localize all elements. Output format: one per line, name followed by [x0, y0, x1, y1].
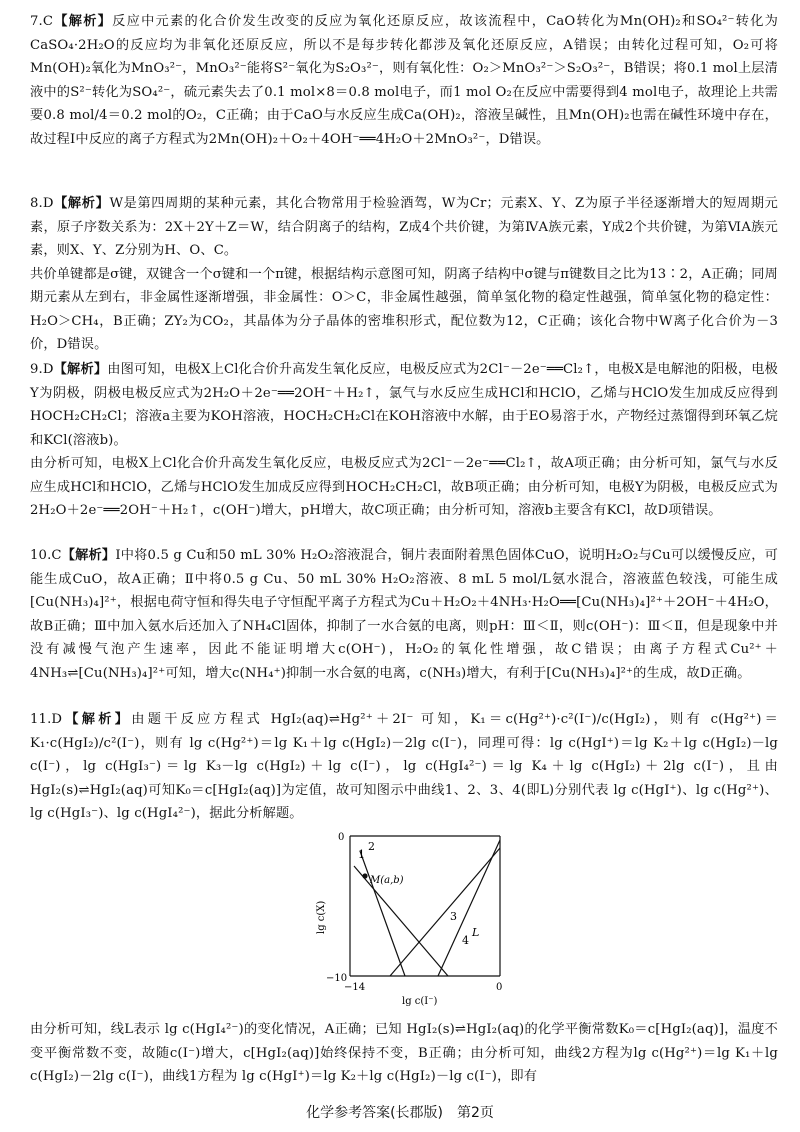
question-10	[30, 544, 778, 685]
analysis-paragraph: 共价单键都是σ键，双键含一个σ键和一个π键，根据结构示意图可知，阴离子结构中σ键与π键数目之比为13∶2，A正确；同周期元素从左到右，非金属性逐渐增强，非金属性：O＞C，非金属性越强，简单氢化物的稳定性越强，简单氢化物的稳定性：H₂O＞CH₄，B正确；ZY₂为CO₂，其晶体为分子晶体的密堆积形式，配位数为12，C正确；该化合物中W离子化合价为－3价，D错误。	[30, 266, 778, 352]
question-number: 9.D	[30, 362, 54, 377]
question-number: 11.D	[30, 712, 63, 727]
question-9	[30, 358, 778, 523]
analysis-text: 由题干反应方程式 HgI₂(aq)⇌Hg²⁺＋2I⁻ 可知，K₁＝c(Hg²⁺)·c²(I⁻)/c(HgI₂)，则有 c(Hg²⁺)＝K₁·c(HgI₂)/c²(I⁻)，则有 lg c(Hg²⁺)＝lg K₁＋lg c(HgI₂)－2lg c(I⁻)，同理可得：lg c(HgI⁺)＝lg K₂＋lg c(HgI₂)－lg c(I⁻)，lg c(HgI₃⁻)＝lg K₃－lg c(HgI₂)＋lg c(I⁻)，lg c(HgI₄²⁻)＝lg K₄＋lg c(HgI₂)＋2lg c(I⁻)，且由HgI₂(s)⇌HgI₂(aq)可知K₀＝c[HgI₂(aq)]为定值，故可知图示中曲线1、2、3、4(即L)分别代表 lg c(HgI⁺)、lg c(Hg²⁺)、lg c(HgI₃⁻)、lg c(HgI₄²⁻)，据此分析解题。	[30, 712, 778, 821]
curve-4-label: 4	[462, 934, 469, 947]
analysis-tag: 【解析】	[53, 14, 113, 29]
point-m-label: M(a,b)	[370, 875, 404, 886]
analysis-paragraph: 由分析可知，电极X上Cl化合价升高发生氧化反应，电极反应式为2Cl⁻－2e⁻══Cl₂↑，故A项正确；由分析可知，氯气与水反应生成HCl和HClO，乙烯与HClO发生加成反应得到HOCH₂CH₂Cl，故B项正确；由分析可知，电极Y为阴极，电极反应式为2H₂O＋2e⁻══2OH⁻＋H₂↑，c(OH⁻)增大，pH增大，故C项正确；由分析可知，溶液b主要含有KCl，故D项错误。	[30, 456, 778, 518]
curve-3	[390, 848, 500, 976]
question-number: 8.D	[30, 196, 54, 211]
question-number: 7.C	[30, 14, 54, 29]
x-left-tick: −14	[344, 982, 366, 993]
analysis-paragraph: 由分析可知，线L表示 lg c(HgI₄²⁻)的变化情况，A正确；已知 HgI₂(s)⇌HgI₂(aq)的化学平衡常数K₀＝c[HgI₂(aq)]，温度不变平衡常数不变，故随c(I⁻)增大，c[HgI₂(aq)]始终保持不变，B正确；由分析可知，曲线2方程为lg c(Hg²⁺)＝lg K₁＋lg c(HgI₂)－2lg c(I⁻)，曲线1方程为 lg c(HgI⁺)＝lg K₂＋lg c(HgI₂)－lg c(I⁻)，即有	[30, 1022, 778, 1084]
analysis-tag: 【解析】	[53, 362, 108, 377]
question-8	[30, 192, 778, 357]
page-footer: 化学参考答案(长郡版) 第2页	[306, 1105, 494, 1121]
log-concentration-graph	[310, 826, 510, 1006]
analysis-text: 由图可知，电极X上Cl化合价升高发生氧化反应，电极反应式为2Cl⁻－2e⁻══Cl₂↑，电极X是电解池的阳极，电极Y为阴极，阴极电极反应式为2H₂O＋2e⁻══2OH⁻＋H₂↑，氯气与水反应生成HCl和HClO，乙烯与HClO发生加成反应得到HOCH₂CH₂Cl；溶液a主要为KOH溶液，HOCH₂CH₂Cl在KOH溶液中水解，由于EO易溶于水，产物经过蒸馏得到环氧乙烷和KCl(溶液b)。	[30, 362, 778, 448]
x-right-tick: 0	[496, 982, 503, 993]
question-11-continued	[30, 1018, 778, 1089]
curve-L	[438, 840, 500, 976]
question-11	[30, 708, 778, 826]
y-axis-label: lg c(X)	[316, 900, 327, 934]
curve-3-label: 3	[450, 910, 457, 923]
curve-2-label: 2	[368, 840, 375, 853]
point-m	[362, 873, 367, 878]
analysis-tag: 【解析】	[61, 548, 116, 563]
analysis-tag: 【解析】	[53, 196, 110, 211]
question-number: 10.C	[30, 548, 62, 563]
curve-l-label: L	[472, 926, 480, 939]
curve-2	[360, 851, 405, 976]
curve-1-label: 1	[358, 848, 365, 861]
analysis-text: W是第四周期的某种元素，其化合物常用于检验酒驾，W为Cr；元素X、Y、Z为原子半径逐渐增大的短周期元素，原子序数关系为：2X＋2Y＋Z＝W，结合阴离子的结构，Z成4个共价键，为第ⅣA族元素，Y成2个共价键，为第ⅥA族元素，则X、Y、Z分别为H、O、C。	[30, 196, 778, 258]
analysis-text: Ⅰ中将0.5 g Cu和50 mL 30% H₂O₂溶液混合，铜片表面附着黑色固体CuO，说明H₂O₂与Cu可以缓慢反应，可能生成CuO，故A正确；Ⅱ中将0.5 g Cu、50 mL 30% H₂O₂溶液、8 mL 5 mol/L氨水混合，溶液蓝色较浅，可能生成[Cu(NH₃)₄]²⁺，根据电荷守恒和得失电子守恒配平离子方程式为Cu＋H₂O₂＋4NH₃·H₂O══[Cu(NH₃)₄]²⁺＋2OH⁻＋4H₂O，故B正确；Ⅲ中加入氨水后还加入了NH₄Cl固体，抑制了一水合氨的电离，则pH：Ⅲ＜Ⅱ，则c(OH⁻)：Ⅲ＜Ⅱ，但是现象中并没有减慢气泡产生速率，因此不能证明增大c(OH⁻)，H₂O₂的氧化性增强，故C错误；由离子方程式Cu²⁺＋4NH₃⇌[Cu(NH₃)₄]²⁺可知，增大c(NH₄⁺)抑制一水合氨的电离，c(NH₃)增大，有利于[Cu(NH₃)₄]²⁺的生成，故D正确。	[30, 548, 778, 681]
x-axis-label: lg c(I⁻)	[402, 996, 438, 1006]
analysis-tag: 【解析】	[62, 712, 132, 727]
analysis-text: 反应中元素的化合价发生改变的反应为氧化还原反应，故该流程中，CaO转化为Mn(OH)₂和SO₄²⁻转化为CaSO₄·2H₂O的反应均为非氧化还原反应，所以不是每步转化都涉及氧化还原反应，A错误；由转化过程可知，O₂可将Mn(OH)₂氧化为MnO₃²⁻，MnO₃²⁻能将S²⁻氧化为S₂O₃²⁻，则有氧化性：O₂＞MnO₃²⁻＞S₂O₃²⁻，B错误；将0.1 mol上层清液中的S²⁻转化为SO₄²⁻，硫元素失去了0.1 mol×8＝0.8 mol电子，而1 mol O₂在反应中需要得到4 mol电子，故理论上共需要0.8 mol/4＝0.2 mol的O₂，C正确；由于CaO与水反应生成Ca(OH)₂，溶液呈碱性，且Mn(OH)₂也需在碱性环境中存在，故过程Ⅰ中反应的离子方程式为2Mn(OH)₂＋O₂＋4OH⁻══4H₂O＋2MnO₃²⁻，D错误。	[30, 14, 778, 147]
y-bottom-tick: −10	[326, 973, 348, 984]
y-top-tick: 0	[338, 832, 345, 843]
question-7	[30, 10, 778, 151]
